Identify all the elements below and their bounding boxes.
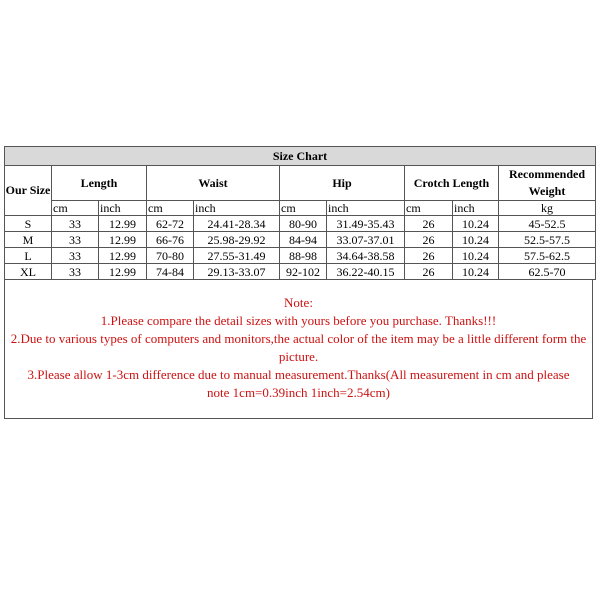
cell-crotch-cm: 26 (405, 248, 453, 264)
cell-crotch-inch: 10.24 (453, 264, 499, 280)
note-line-2: 2.Due to various types of computers and monitors,the actual color of the item may be a little different form the picture. (10, 331, 587, 364)
cell-crotch-inch: 10.24 (453, 232, 499, 248)
cell-waist-inch: 24.41-28.34 (194, 216, 280, 232)
unit-hip-inch: inch (327, 201, 405, 216)
cell-length-cm: 33 (52, 216, 99, 232)
cell-waist-cm: 66-76 (147, 232, 194, 248)
table-row (5, 248, 596, 264)
cell-length-cm: 33 (52, 264, 99, 280)
cell-weight: 62.5-70 (499, 264, 596, 280)
unit-length-inch: inch (99, 201, 147, 216)
header-weight: Recommended Weight (499, 166, 596, 201)
note-box (4, 280, 593, 419)
cell-waist-cm: 62-72 (147, 216, 194, 232)
header-length: Length (52, 166, 147, 201)
header-hip: Hip (280, 166, 405, 201)
header-size: Our Size (5, 166, 52, 216)
table-row (5, 264, 596, 280)
cell-hip-cm: 92-102 (280, 264, 327, 280)
cell-crotch-cm: 26 (405, 232, 453, 248)
cell-size: S (5, 216, 52, 232)
cell-crotch-inch: 10.24 (453, 248, 499, 264)
cell-length-cm: 33 (52, 248, 99, 264)
cell-crotch-inch: 10.24 (453, 216, 499, 232)
unit-crotch-inch: inch (453, 201, 499, 216)
cell-weight: 45-52.5 (499, 216, 596, 232)
cell-waist-inch: 25.98-29.92 (194, 232, 280, 248)
cell-length-inch: 12.99 (99, 216, 147, 232)
cell-size: M (5, 232, 52, 248)
cell-length-inch: 12.99 (99, 232, 147, 248)
cell-size: XL (5, 264, 52, 280)
unit-waist-cm: cm (147, 201, 194, 216)
cell-waist-cm: 70-80 (147, 248, 194, 264)
note-heading: Note: (284, 295, 313, 310)
header-row (5, 166, 596, 201)
header-crotch: Crotch Length (405, 166, 499, 201)
cell-hip-inch: 34.64-38.58 (327, 248, 405, 264)
cell-waist-inch: 29.13-33.07 (194, 264, 280, 280)
cell-waist-inch: 27.55-31.49 (194, 248, 280, 264)
cell-crotch-cm: 26 (405, 264, 453, 280)
cell-size: L (5, 248, 52, 264)
cell-hip-cm: 84-94 (280, 232, 327, 248)
title-row (5, 147, 596, 166)
unit-weight-kg: kg (499, 201, 596, 216)
note-line-3: 3.Please allow 1-3cm difference due to manual measurement.Thanks(All measurement in cm and please note 1cm=0.39inch 1inch=2.54cm) (27, 367, 570, 400)
note-line-1: 1.Please compare the detail sizes with yours before you purchase. Thanks!!! (100, 313, 497, 328)
unit-length-cm: cm (52, 201, 99, 216)
unit-waist-inch: inch (194, 201, 280, 216)
header-waist: Waist (147, 166, 280, 201)
cell-weight: 57.5-62.5 (499, 248, 596, 264)
cell-length-inch: 12.99 (99, 248, 147, 264)
unit-row (5, 201, 596, 216)
cell-crotch-cm: 26 (405, 216, 453, 232)
unit-crotch-cm: cm (405, 201, 453, 216)
table-row (5, 232, 596, 248)
table-row (5, 216, 596, 232)
cell-hip-inch: 33.07-37.01 (327, 232, 405, 248)
chart-title: Size Chart (5, 147, 596, 166)
unit-hip-cm: cm (280, 201, 327, 216)
cell-length-cm: 33 (52, 232, 99, 248)
cell-hip-inch: 31.49-35.43 (327, 216, 405, 232)
cell-weight: 52.5-57.5 (499, 232, 596, 248)
cell-waist-cm: 74-84 (147, 264, 194, 280)
cell-length-inch: 12.99 (99, 264, 147, 280)
cell-hip-cm: 88-98 (280, 248, 327, 264)
cell-hip-cm: 80-90 (280, 216, 327, 232)
size-chart (4, 146, 595, 419)
size-chart-table (4, 146, 596, 280)
cell-hip-inch: 36.22-40.15 (327, 264, 405, 280)
